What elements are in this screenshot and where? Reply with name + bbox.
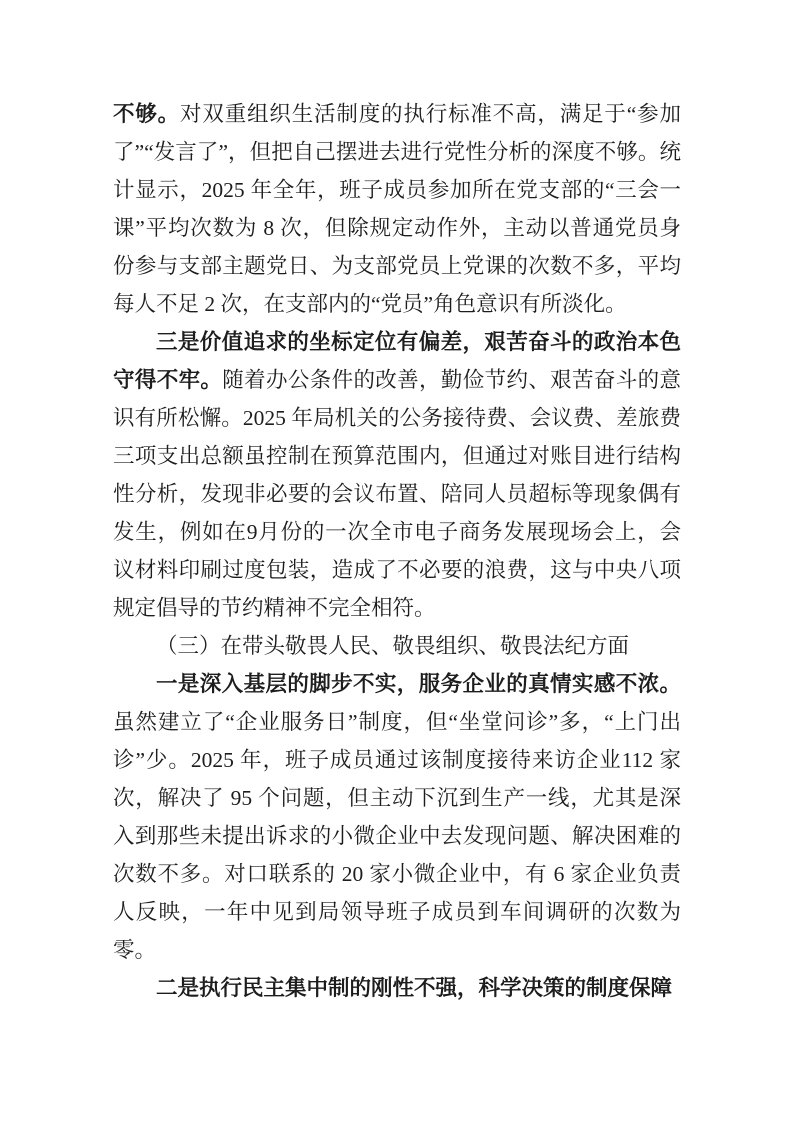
paragraph-point-one: [113, 665, 681, 969]
body-run: 随着办公条件的改善，勤俭节约、艰苦奋斗的意识有所松懈。2025 年局机关的公务接待费、会议费、差旅费三项支出总额虽控制在预算范围内，但通过对账目进行结构性分析，发现非必要的会议布置、陪同人员超标等现象偶有发生，例如在9月份的一次全市电子商务发展现场会上，会议材料印刷过度包装，造成了不必要的浪费，这与中央八项规定倡导的节约精神不完全相符。: [113, 368, 681, 620]
heading-text: （三）在带头敬畏人民、敬畏组织、敬畏法纪方面: [156, 634, 630, 658]
bold-lead-run: 三是价值追求的坐标定位有偏差，艰苦奋斗的政治本色守得不牢。: [113, 330, 681, 392]
paragraph-point-two: [113, 969, 681, 1007]
section-heading-three: [113, 627, 681, 665]
paragraph-continuation: [113, 95, 681, 323]
bold-lead-run: 一是深入基层的脚步不实，服务企业的真情实感不浓。: [156, 672, 681, 696]
bold-lead-run: 不够。: [113, 102, 181, 126]
body-run: 虽然建立了“企业服务日”制度，但“坐堂问诊”多，“上门出诊”少。2025 年，班子成员通过该制度接待来访企业112 家次，解决了 95 个问题，但主动下沉到生产一线，尤其是深入到那些未提出诉求的小微企业中去发现问题、解决困难的次数不多。对口联系的 20 家小微企业中，有 6 家企业负责人反映，一年中见到局领导班子成员到车间调研的次数为零。: [113, 710, 681, 962]
bold-lead-run: 二是执行民主集中制的刚性不强，科学决策的制度保障: [156, 976, 673, 1000]
paragraph-point-three: [113, 323, 681, 627]
body-run: 对双重组织生活制度的执行标准不高，满足于“参加了”“发言了”，但把自己摆进去进行党性分析的深度不够。统计显示，2025 年全年，班子成员参加所在党支部的“三会一课”平均次数为 8 次，但除规定动作外，主动以普通党员身份参与支部主题党日、为支部党员上党课的次数不多，平均每人不足 2 次，在支部内的“党员”角色意识有所淡化。: [113, 102, 681, 316]
